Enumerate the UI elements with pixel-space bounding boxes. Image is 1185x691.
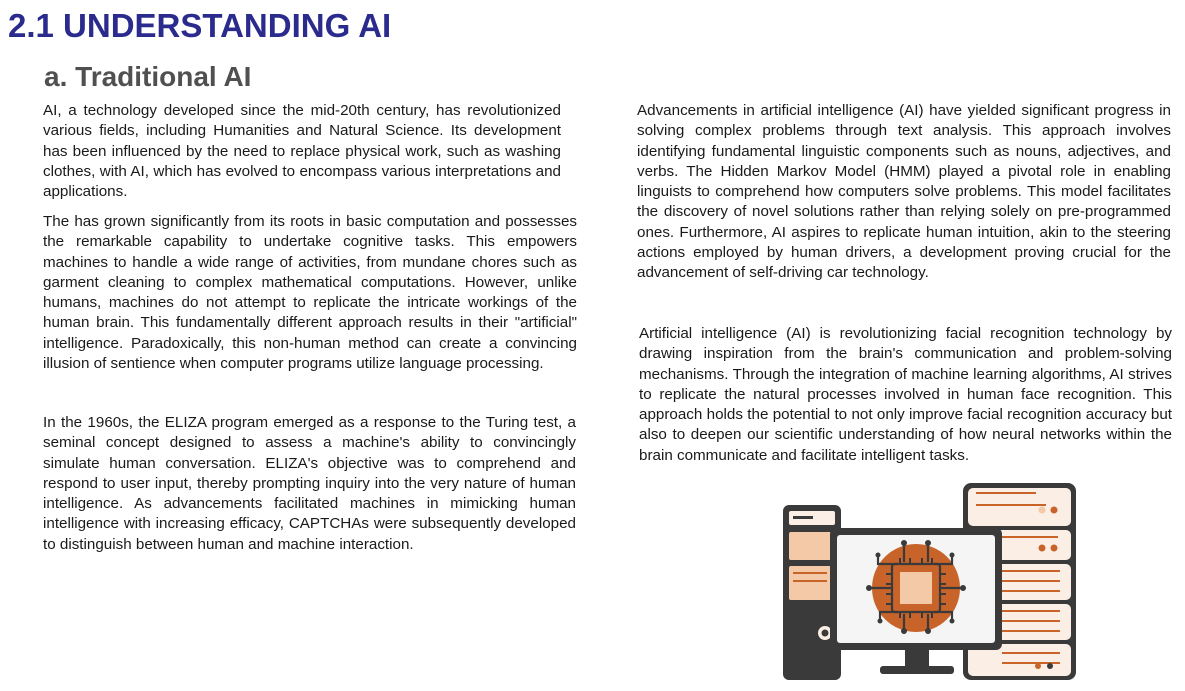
right-paragraph-2: Artificial intelligence (AI) is revolutionizing facial recognition technology by drawing inspiration from the brain's communication and problem-solving mechanisms. Through the integration of machine learning algorithms, AI strives to replicate the natural processes involved in human face recognition. This approach holds the potential to not only improve facial recognition accuracy but also to deepen our scientific understanding of how neural networks within the brain communicate and facilitate intelligent tasks. xyxy=(639,325,1172,464)
left-paragraph-2: The has grown significantly from its roots in basic computation and possesses the remarkable capability to undertake cognitive tasks. This empowers machines to handle a wide range of activities, from mundane chores such as garment cleaning to complex mathematical computations. However, unlike humans, machines do not attempt to replicate the intricate workings of the human brain. This fundamentally different approach results in their "artificial" intelligence. Paradoxically, this non-human method can create a convincing illusion of sentience when computer programs utilize language processing. xyxy=(43,213,577,373)
section-title: 2.1 UNDERSTANDING AI xyxy=(8,7,392,44)
left-paragraph-1: AI, a technology developed since the mid-20th century, has revolutionized various fields, including Humanities and Natural Science. Its development has been influenced by the need to replace physical work, such as washing clothes, with AI, which has evolved to encompass various interpretations and applications. xyxy=(43,102,561,201)
computer-ai-chip-server-icon xyxy=(780,480,1080,680)
right-paragraph-1: Advancements in artificial intelligence (AI) have yielded significant progress in solving complex problems through text analysis. This approach involves identifying fundamental linguistic components such as nouns, adjectives, and verbs. The Hidden Markov Model (HMM) played a pivotal role in enabling linguists to comprehend how computers solve problems. This model facilitates the discovery of novel solutions rather than relying solely on pre-programmed ones. Furthermore, AI aspires to replicate human intuition, akin to the steering actions employed by human drivers, a development proving crucial for the advancement of self-driving car technology. xyxy=(637,102,1171,282)
subsection-title: a. Traditional AI xyxy=(44,61,252,92)
left-paragraph-3: In the 1960s, the ELIZA program emerged as a response to the Turing test, a seminal concept designed to assess a machine's ability to convincingly simulate human conversation. ELIZA's objective was to comprehend and respond to user input, thereby prompting inquiry into the very nature of human intelligence. As advancements facilitated machines in mimicking human intelligence with increasing efficacy, CAPTCHAs were subsequently developed to distinguish between human and machine interaction. xyxy=(43,414,576,553)
